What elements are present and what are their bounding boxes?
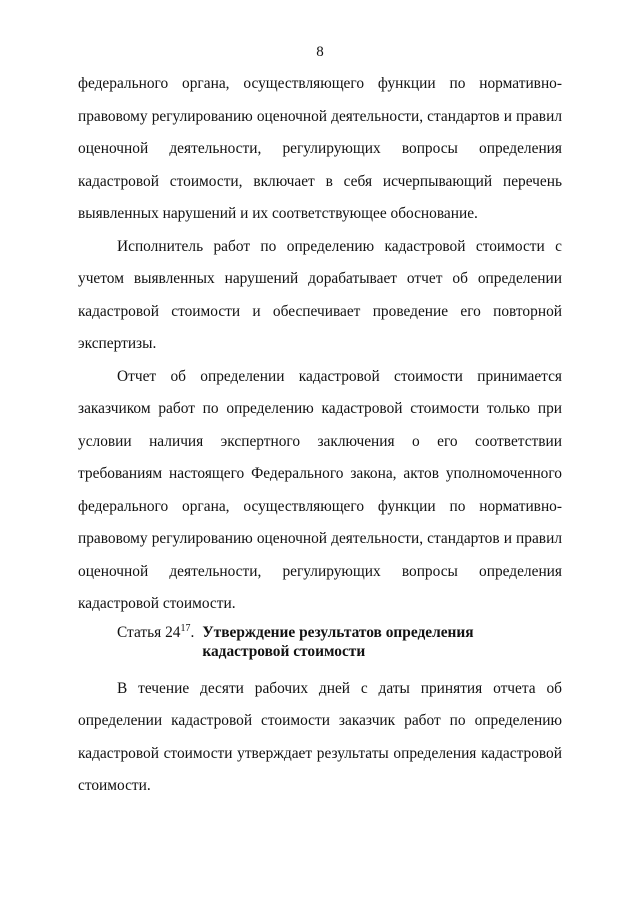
article-label: Статья 24 xyxy=(117,623,181,641)
article-body: В течение десяти рабочих дней с даты принятия отчета об определении кадастровой стоимости заказчик работ по определению кадастровой стоимости утверждает результаты определения кадастровой стоимости. xyxy=(78,679,562,794)
article-heading xyxy=(117,623,562,661)
page-number: 8 xyxy=(316,44,324,60)
article-title: Утверждение результатов определения кадастровой стоимости xyxy=(202,623,474,660)
article-number-suffix: . xyxy=(190,623,195,641)
article-number xyxy=(117,623,202,661)
document-body xyxy=(78,68,562,803)
paragraph-acceptance: Отчет об определении кадастровой стоимости принимается заказчиком работ по определению кадастровой стоимости только при условии наличия экспертного заключения о его соответствии требованиям настоящего Федерального закона, актов уполномоченного федерального органа, осуществляющего функции по нормативно-правовому регулированию оценочной деятельности, стандартов и правил оценочной деятельности, регулирующих вопросы определения кадастровой стоимости. xyxy=(78,367,562,612)
article-superscript: 17 xyxy=(180,622,191,634)
paragraph-continuation: федерального органа, осуществляющего функции по нормативно-правовому регулированию оценочной деятельности, стандартов и правил оценочной деятельности, регулирующих вопросы определения кадастровой стоимости, включает в себя исчерпывающий перечень выявленных нарушений и их соответствующее обоснование. xyxy=(78,75,562,222)
paragraph-revision: Исполнитель работ по определению кадастровой стоимости с учетом выявленных нарушений дорабатывает отчет об определении кадастровой стоимости и обеспечивает проведение его повторной экспертизы. xyxy=(78,237,562,352)
